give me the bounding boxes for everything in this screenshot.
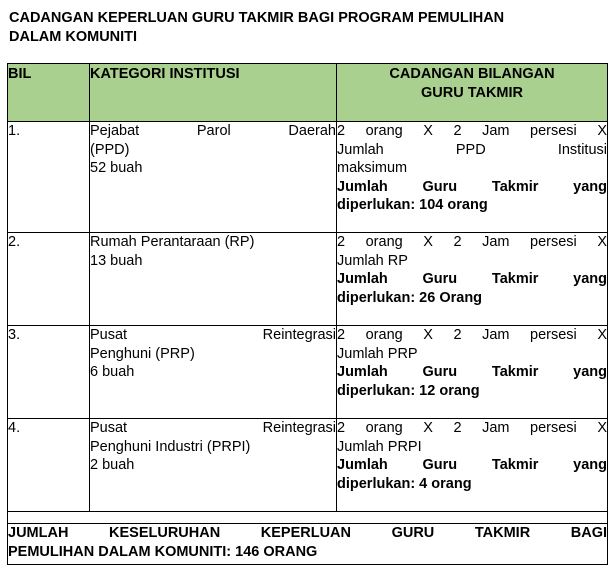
guru-takmir-table [7,63,608,565]
table-row [8,419,608,512]
kategori-buah: 6 buah [90,364,135,380]
row-kategori [90,122,337,233]
spacer-row [8,512,608,524]
cadangan-total-line-1: Jumlah Guru Takmir yang [337,457,607,473]
cadangan-total-line-2: diperlukan: 4 orang [337,475,472,492]
cadangan-total-line-2: diperlukan: 104 orang [337,197,488,213]
title-line-1: CADANGAN KEPERLUAN GURU TAKMIR BAGI PROGRAM PEMULIHAN [9,10,505,26]
header-bil: BIL [8,64,90,122]
row-bil: 2. [8,233,90,326]
row-cadangan [337,122,608,233]
row-cadangan [337,233,608,326]
table-row [8,233,608,326]
row-kategori [90,419,337,512]
header-cadangan [337,64,608,122]
kategori-line-2: Penghuni Industri (PRPI) [90,438,251,455]
kategori-buah: 2 buah [90,457,135,473]
kategori-line-1: Pusat Reintegrasi [90,327,336,343]
cadangan-total-line-1: Jumlah Guru Takmir yang [337,178,607,195]
cadangan-total-line-2: diperlukan: 26 Orang [337,289,483,306]
row-kategori [90,326,337,419]
row-bil: 3. [8,326,90,419]
row-cadangan [337,326,608,419]
kategori-line-2: (PPD) [90,141,130,158]
kategori-buah: 13 buah [90,252,143,269]
spacer-cell [8,512,608,524]
header-kategori: KATEGORI INSTITUSI [90,64,337,122]
cadangan-line-1: 2 orang X 2 Jam persesi X [337,234,607,250]
cadangan-line-1: 2 orang X 2 Jam persesi X [337,327,607,343]
header-cadangan-line-1: CADANGAN BILANGAN [389,66,555,82]
document-title [9,9,599,47]
kategori-line-1: Pejabat Parol Daerah [90,123,336,139]
total-line-1: JUMLAH KESELURUHAN KEPERLUAN GURU TAKMIR BAGI [8,525,607,541]
kategori-line-1: Pusat Reintegrasi [90,420,336,436]
cadangan-total-line-2: diperlukan: 12 orang [337,382,480,399]
cadangan-line-2: Jumlah PRP [337,345,418,362]
cadangan-line-2: Jumlah RP [337,252,408,269]
cadangan-line-2: Jumlah PRPI [337,438,422,455]
table-header-row [8,64,608,122]
table-row [8,122,608,233]
title-line-2: DALAM KOMUNITI [9,29,138,45]
row-bil: 4. [8,419,90,512]
row-kategori [90,233,337,326]
total-line-2: PEMULIHAN DALAM KOMUNITI: 146 ORANG [8,543,318,560]
cadangan-total-line-1: Jumlah Guru Takmir yang [337,364,607,380]
row-bil: 1. [8,122,90,233]
table-row [8,326,608,419]
kategori-line-1: Rumah Perantaraan (RP) [90,234,255,250]
cadangan-line-1: 2 orang X 2 Jam persesi X [337,123,607,139]
cadangan-line-3: maksimum [337,160,408,176]
total-row [8,524,608,565]
row-cadangan [337,419,608,512]
total-cell [8,524,608,565]
kategori-buah: 52 buah [90,160,143,176]
cadangan-line-1: 2 orang X 2 Jam persesi X [337,420,607,436]
header-cadangan-line-2: GURU TAKMIR [420,84,524,101]
cadangan-total-line-1: Jumlah Guru Takmir yang [337,271,607,287]
kategori-line-2: Penghuni (PRP) [90,345,195,362]
cadangan-line-2: Jumlah PPD Institusi [337,141,607,158]
